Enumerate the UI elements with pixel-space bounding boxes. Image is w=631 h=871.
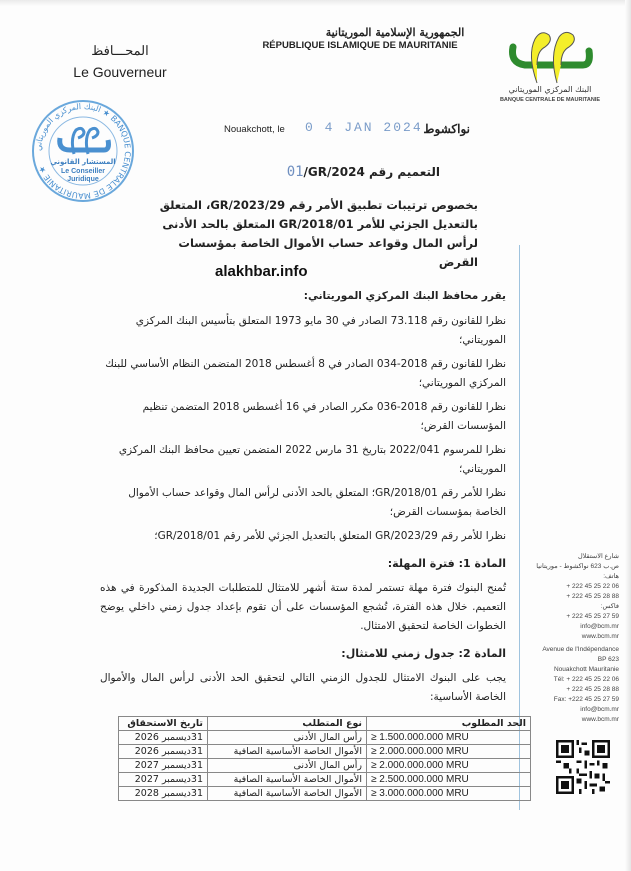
- address-french-3: Nouakchott Mauritanie: [553, 666, 619, 673]
- article-1-text: تُمنح البنوك فترة مهلة تستمر لمدة ستة أشهر للامتثال للمتطلبات الجديدة المذكورة في هذه التعميم. خلال هذه الفترة، تُشجع المؤسسات على أن تقوم بإعداد جدول زمني داخلي يوضح الخطوات الخاصة لتحقيق الامتثال.: [100, 582, 506, 632]
- address-arabic-1: شارع الاستقلال: [577, 553, 619, 560]
- website-link[interactable]: www.bcm.mr: [581, 716, 619, 723]
- circular-number-handwritten: 01: [286, 164, 304, 180]
- circular-number: [190, 164, 440, 180]
- bank-logo-name-arabic: البنك المركزي الموريتاني: [508, 85, 592, 94]
- address-arabic-2: ص.ب 623 نواكشوط - موريتانيا: [536, 563, 619, 570]
- document-body: [100, 287, 506, 713]
- required-amount: ≥ 2.000.000.000 MRU: [367, 745, 531, 759]
- table-row: [119, 745, 531, 759]
- consideration-item: نظرا للقانون رقم 2018-036 مكرر الصادر في 16 أغسطس 2018 المتضمن تنظيم المؤسسات القرض؛: [142, 401, 506, 432]
- requirement-type: الأموال الخاصة الأساسية الصافية: [208, 787, 367, 801]
- required-amount: ≥ 2.000.000.000 MRU: [367, 759, 531, 773]
- republic-name-french: RÉPUBLIQUE ISLAMIQUE DE MAURITANIE: [262, 40, 458, 51]
- requirement-type: الأموال الخاصة الأساسية الصافية: [208, 745, 367, 759]
- phone-french-1: Tél: + 222 45 25 22 06: [553, 676, 619, 683]
- contact-block-arabic: [536, 552, 619, 642]
- article-1-title: المادة 1: فترة المهلة:: [387, 557, 506, 570]
- article-2-text: يجب على البنوك الامتثال للجدول الزمني التالي لتحقيق الحد الأدنى لرأس المال والأموال الخاصة الأساسية:: [100, 672, 506, 703]
- contact-block-french: [542, 645, 619, 725]
- required-amount: ≥ 3.000.000.000 MRU: [367, 787, 531, 801]
- republic-name-arabic: الجمهورية الإسلامية الموريتانية: [325, 26, 465, 39]
- governor-title-french: Le Gouverneur: [73, 64, 167, 80]
- requirement-type: رأس المال الأدنى: [208, 731, 367, 745]
- address-french-1: Avenue de l'Indépendance: [542, 646, 619, 653]
- bank-logo-icon: [505, 25, 595, 85]
- required-amount: ≥ 2.500.000.000 MRU: [367, 773, 531, 787]
- consideration-item: نظرا للأمر رقم 01/GR/2018؛ المتعلق بالحد الأدنى لرأس المال وقواعد حساب الأموال الخاصة بمؤسسات القرض؛: [128, 487, 506, 518]
- due-date: 31ديسمبر 2027: [119, 773, 208, 787]
- due-date: 31ديسمبر 2026: [119, 731, 208, 745]
- table-row: [119, 731, 531, 745]
- email-link[interactable]: info@bcm.mr: [580, 623, 619, 630]
- phone-label-arabic: هاتف:: [603, 573, 619, 580]
- table-row: [119, 773, 531, 787]
- scan-top-edge: [0, 0, 631, 6]
- date-stamp: 0 4 JAN 2024: [305, 120, 423, 135]
- consideration-item: نظرا للأمر رقم 29/GR/2023 المتعلق بالتعديل الجزئي للأمر رقم 01/GR/2018؛: [154, 530, 506, 542]
- qr-code-icon[interactable]: [556, 740, 610, 794]
- phone-french-2: + 222 45 25 28 88: [566, 686, 619, 693]
- column-header-due: تاريخ الاستحقاق: [119, 717, 208, 731]
- consideration-item: نظرا للقانون رقم 2018-034 الصادر في 8 أغسطس 2018 المتضمن النظام الأساسي للبنك المركزي الموريتاني؛: [105, 358, 506, 389]
- requirement-type: الأموال الخاصة الأساسية الصافية: [208, 773, 367, 787]
- stamp-title-french-1: Le Conseiller: [61, 168, 105, 175]
- place-arabic: نواكشوط: [423, 122, 470, 136]
- consideration-item: نظرا للقانون رقم 73.118 الصادر في 30 مايو 1973 المتعلق بتأسيس البنك المركزي الموريتاني؛: [135, 315, 506, 346]
- circular-number-suffix: /GR/2024: [303, 165, 365, 179]
- address-french-2: BP 623: [597, 656, 619, 663]
- circular-subject: بخصوص ترتيبات تطبيق الأمر رقم 29/GR/2023، المتعلق بالتعديل الجزئي للأمر 01/GR/2018 المتعلق بالحد الأدنى لرأس المال وقواعد حساب الأموال الخاصة بمؤسسات القرض: [159, 198, 478, 269]
- phone-number: + 222 45 25 22 06: [566, 583, 619, 590]
- phone-number: + 222 45 25 28 88: [566, 593, 619, 600]
- column-header-type: نوع المتطلب: [208, 717, 367, 731]
- circular-label: التعميم رقم: [369, 165, 440, 179]
- place-french: Nouakchott, le: [224, 124, 285, 135]
- fax-label-arabic: فاكس:: [600, 603, 619, 610]
- fax-number: + 222 45 25 27 59: [566, 613, 619, 620]
- article-2-title: المادة 2: جدول زمني للامتثال:: [341, 647, 506, 660]
- column-header-required: الحد المطلوب: [367, 717, 531, 731]
- table-row: [119, 787, 531, 801]
- stamp-ring-text: البنك المركزي الموريتاني ★ BANQUE CENTRALE DE MAURITANIE ★: [33, 101, 133, 201]
- governor-title-arabic: المحـــافظ: [91, 44, 149, 59]
- due-date: 31ديسمبر 2026: [119, 745, 208, 759]
- stamp-title-arabic: المستشار القانوني: [50, 158, 116, 166]
- legal-advisor-stamp: [30, 98, 136, 204]
- due-date: 31ديسمبر 2027: [119, 759, 208, 773]
- table-row: [119, 759, 531, 773]
- compliance-schedule-table: [118, 716, 531, 801]
- website-link[interactable]: www.bcm.mr: [581, 633, 619, 640]
- bank-logo-name-french: BANQUE CENTRALE DE MAURITANIE: [499, 97, 601, 103]
- scan-right-edge: [625, 0, 631, 871]
- decision-preamble: يقرر محافظ البنك المركزي الموريتاني:: [303, 290, 506, 302]
- email-link[interactable]: info@bcm.mr: [580, 706, 619, 713]
- requirement-type: رأس المال الأدنى: [208, 759, 367, 773]
- required-amount: ≥ 1.500.000.000 MRU: [367, 731, 531, 745]
- fax-french: Fax: +222 45 25 27 59: [553, 696, 619, 703]
- due-date: 31ديسمبر 2028: [119, 787, 208, 801]
- stamp-title-french-2: Juridique: [67, 176, 99, 183]
- watermark: alakhbar.info: [215, 263, 308, 280]
- consideration-item: نظرا للمرسوم 2022/041 بتاريخ 31 مارس 2022 المتضمن تعيين محافظ البنك المركزي الموريتاني؛: [118, 444, 506, 475]
- table-header-row: [119, 717, 531, 731]
